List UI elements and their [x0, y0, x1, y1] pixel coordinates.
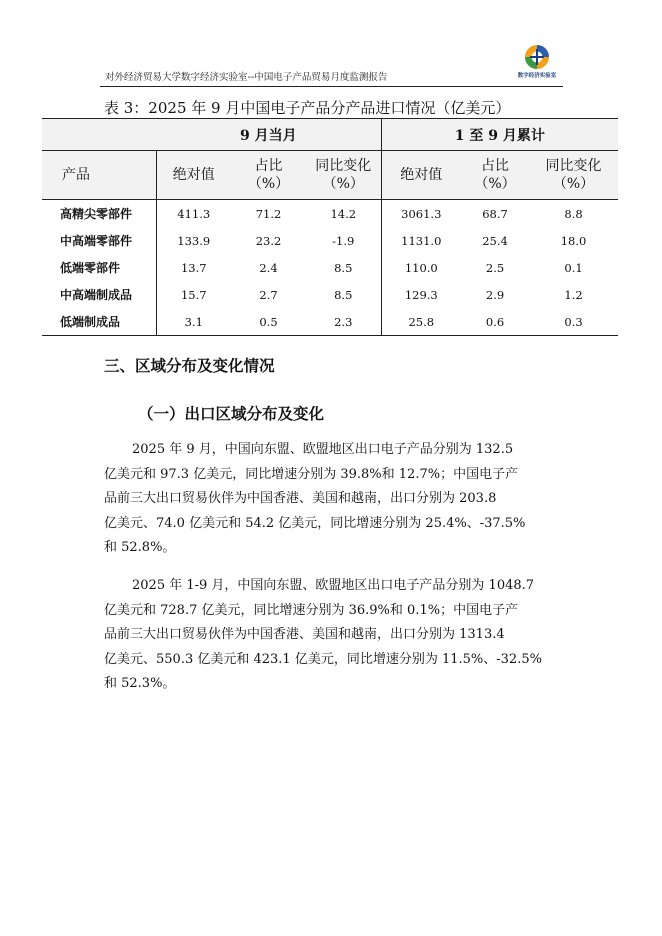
table-caption: 表 3：2025 年 9 月中国电子产品分产品进口情况（亿美元） — [104, 99, 511, 117]
paragraph-line: 亿美元、74.0 亿美元和 54.2 亿美元，同比增速分别为 25.4%、-37.5% — [104, 515, 526, 531]
cell-month-yoy: 8.5 — [334, 260, 353, 275]
paragraph-line: 品前三大出口贸易伙伴为中国香港、美国和越南，出口分别为 1313.4 — [104, 627, 505, 642]
row-product: 低端制成品 — [42, 308, 156, 336]
row-product: 低端零部件 — [60, 261, 121, 275]
cell-cum-yoy: 0.3 — [529, 308, 618, 336]
cell-cum-abs: 110.0 — [381, 254, 461, 281]
cell-cum-share: 2.5 — [485, 260, 505, 275]
paragraph-line: 亿美元、550.3 亿美元和 423.1 亿美元，同比增速分别为 11.5%、-32.5% — [104, 651, 542, 667]
col-header-abs: 绝对值 — [156, 151, 231, 200]
group-header-month: 9 月当月 — [156, 119, 381, 151]
col-header-product: 产品 — [42, 151, 156, 200]
import-table — [42, 118, 618, 336]
cell-cum-share: 0.6 — [461, 308, 529, 336]
table-row — [42, 281, 618, 308]
cell-month-share: 2.7 — [259, 287, 278, 302]
corner-cell — [42, 119, 156, 151]
cell-month-yoy: 8.5 — [334, 287, 353, 302]
cell-month-abs: 15.7 — [156, 281, 231, 308]
cell-cum-abs: 129.3 — [381, 281, 461, 308]
cell-cum-abs: 3061.3 — [381, 200, 461, 228]
col-header-share: 占比 （%） — [231, 151, 306, 200]
cell-month-share: 71.2 — [255, 206, 282, 221]
paragraph-line: 2025 年 1-9 月，中国向东盟、欧盟地区出口电子产品分别为 1048.7 — [132, 578, 535, 593]
logo-text: 数字经济实验室 — [517, 73, 557, 79]
group-header-cumulative: 1 至 9 月累计 — [381, 119, 618, 151]
lab-logo — [513, 44, 561, 84]
cell-month-yoy: -1.9 — [332, 233, 355, 248]
cell-month-yoy: 2.3 — [306, 308, 381, 336]
cell-month-share: 23.2 — [255, 233, 282, 248]
cell-cum-yoy: 1.2 — [564, 287, 583, 302]
table-row — [42, 308, 618, 336]
cell-month-abs: 13.7 — [156, 254, 231, 281]
table-row — [42, 227, 618, 254]
cell-cum-yoy: 8.8 — [564, 206, 583, 221]
page-header — [100, 44, 563, 87]
paragraph-line: 亿美元和 728.7 亿美元，同比增速分别为 36.9%和 0.1%；中国电子产 — [104, 602, 519, 618]
paragraph-line: 和 52.8%。 — [104, 540, 176, 555]
cell-month-abs: 411.3 — [156, 200, 231, 228]
table-row — [42, 200, 618, 228]
cell-month-share: 2.4 — [259, 260, 278, 275]
paragraph-line: 亿美元和 97.3 亿美元，同比增速分别为 39.8%和 12.7%；中国电子产 — [104, 466, 519, 482]
cell-month-yoy: 14.2 — [330, 206, 357, 221]
lab-logo-icon — [524, 44, 550, 70]
row-product: 中高端零部件 — [60, 234, 133, 248]
cell-month-abs: 133.9 — [156, 227, 231, 254]
table-row — [42, 254, 618, 281]
cell-month-abs: 3.1 — [156, 308, 231, 336]
row-product: 中高端制成品 — [60, 288, 133, 302]
col-header-yoy: 同比变化 （%） — [306, 151, 381, 200]
cell-month-share: 0.5 — [231, 308, 306, 336]
header-title: 对外经济贸易大学数字经济实验室--中国电子产品贸易月度监测报告 — [105, 72, 388, 83]
cell-cum-abs: 1131.0 — [381, 227, 461, 254]
cell-cum-share: 68.7 — [482, 206, 508, 221]
cell-cum-abs: 25.8 — [381, 308, 461, 336]
cell-cum-share: 25.4 — [482, 233, 508, 248]
cell-cum-share: 2.9 — [485, 287, 505, 302]
paragraph-line: 2025 年 9 月，中国向东盟、欧盟地区出口电子产品分别为 132.5 — [132, 442, 514, 457]
col-header-abs: 绝对值 — [381, 151, 461, 200]
section-title: 三、区域分布及变化情况 — [104, 357, 275, 375]
col-header-share: 占比 （%） — [461, 151, 529, 200]
paragraph-line: 和 52.3%。 — [104, 676, 176, 691]
cell-cum-yoy: 18.0 — [560, 233, 587, 248]
paragraph-cumulative — [104, 574, 562, 697]
row-product: 高精尖零部件 — [60, 207, 133, 221]
paragraph-monthly — [104, 438, 562, 561]
paragraph-line: 品前三大出口贸易伙伴为中国香港、美国和越南，出口分别为 203.8 — [104, 491, 497, 506]
cell-cum-yoy: 0.1 — [564, 260, 583, 275]
col-header-yoy: 同比变化 （%） — [529, 151, 618, 200]
subsection-title: （一）出口区域分布及变化 — [138, 405, 325, 423]
